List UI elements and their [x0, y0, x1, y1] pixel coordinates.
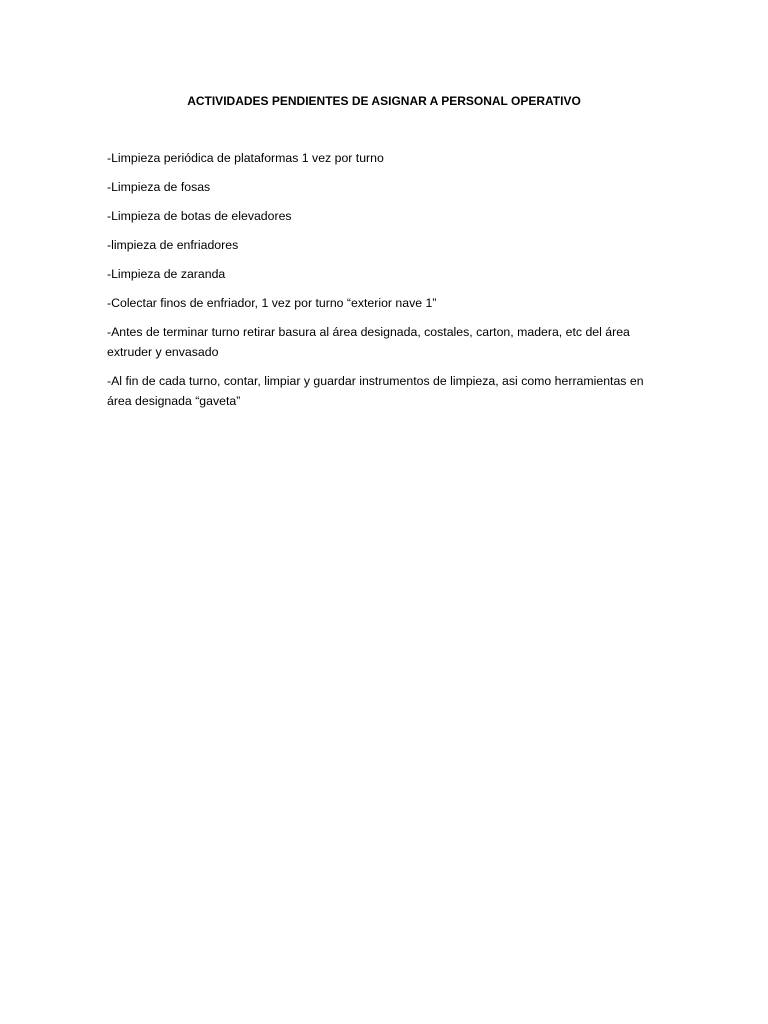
activity-item: -Limpieza de zaranda — [107, 267, 226, 281]
activity-list — [107, 148, 662, 420]
activity-item: -Colectar finos de enfriador, 1 vez por turno “exterior nave 1” — [107, 296, 437, 310]
activity-item: -Antes de terminar turno retirar basura al área designada, costales, carton, madera, etc del área extruder y envasado — [107, 325, 630, 359]
activity-item: -Al fin de cada turno, contar, limpiar y guardar instrumentos de limpieza, asi como herramientas en área designada “gaveta” — [107, 374, 644, 408]
activity-item: -Limpieza periódica de plataformas 1 vez por turno — [107, 151, 384, 165]
document-title: ACTIVIDADES PENDIENTES DE ASIGNAR A PERSONAL OPERATIVO — [187, 94, 581, 108]
activity-item: -limpieza de enfriadores — [107, 238, 239, 252]
activity-item: -Limpieza de fosas — [107, 180, 211, 194]
activity-item: -Limpieza de botas de elevadores — [107, 209, 292, 223]
